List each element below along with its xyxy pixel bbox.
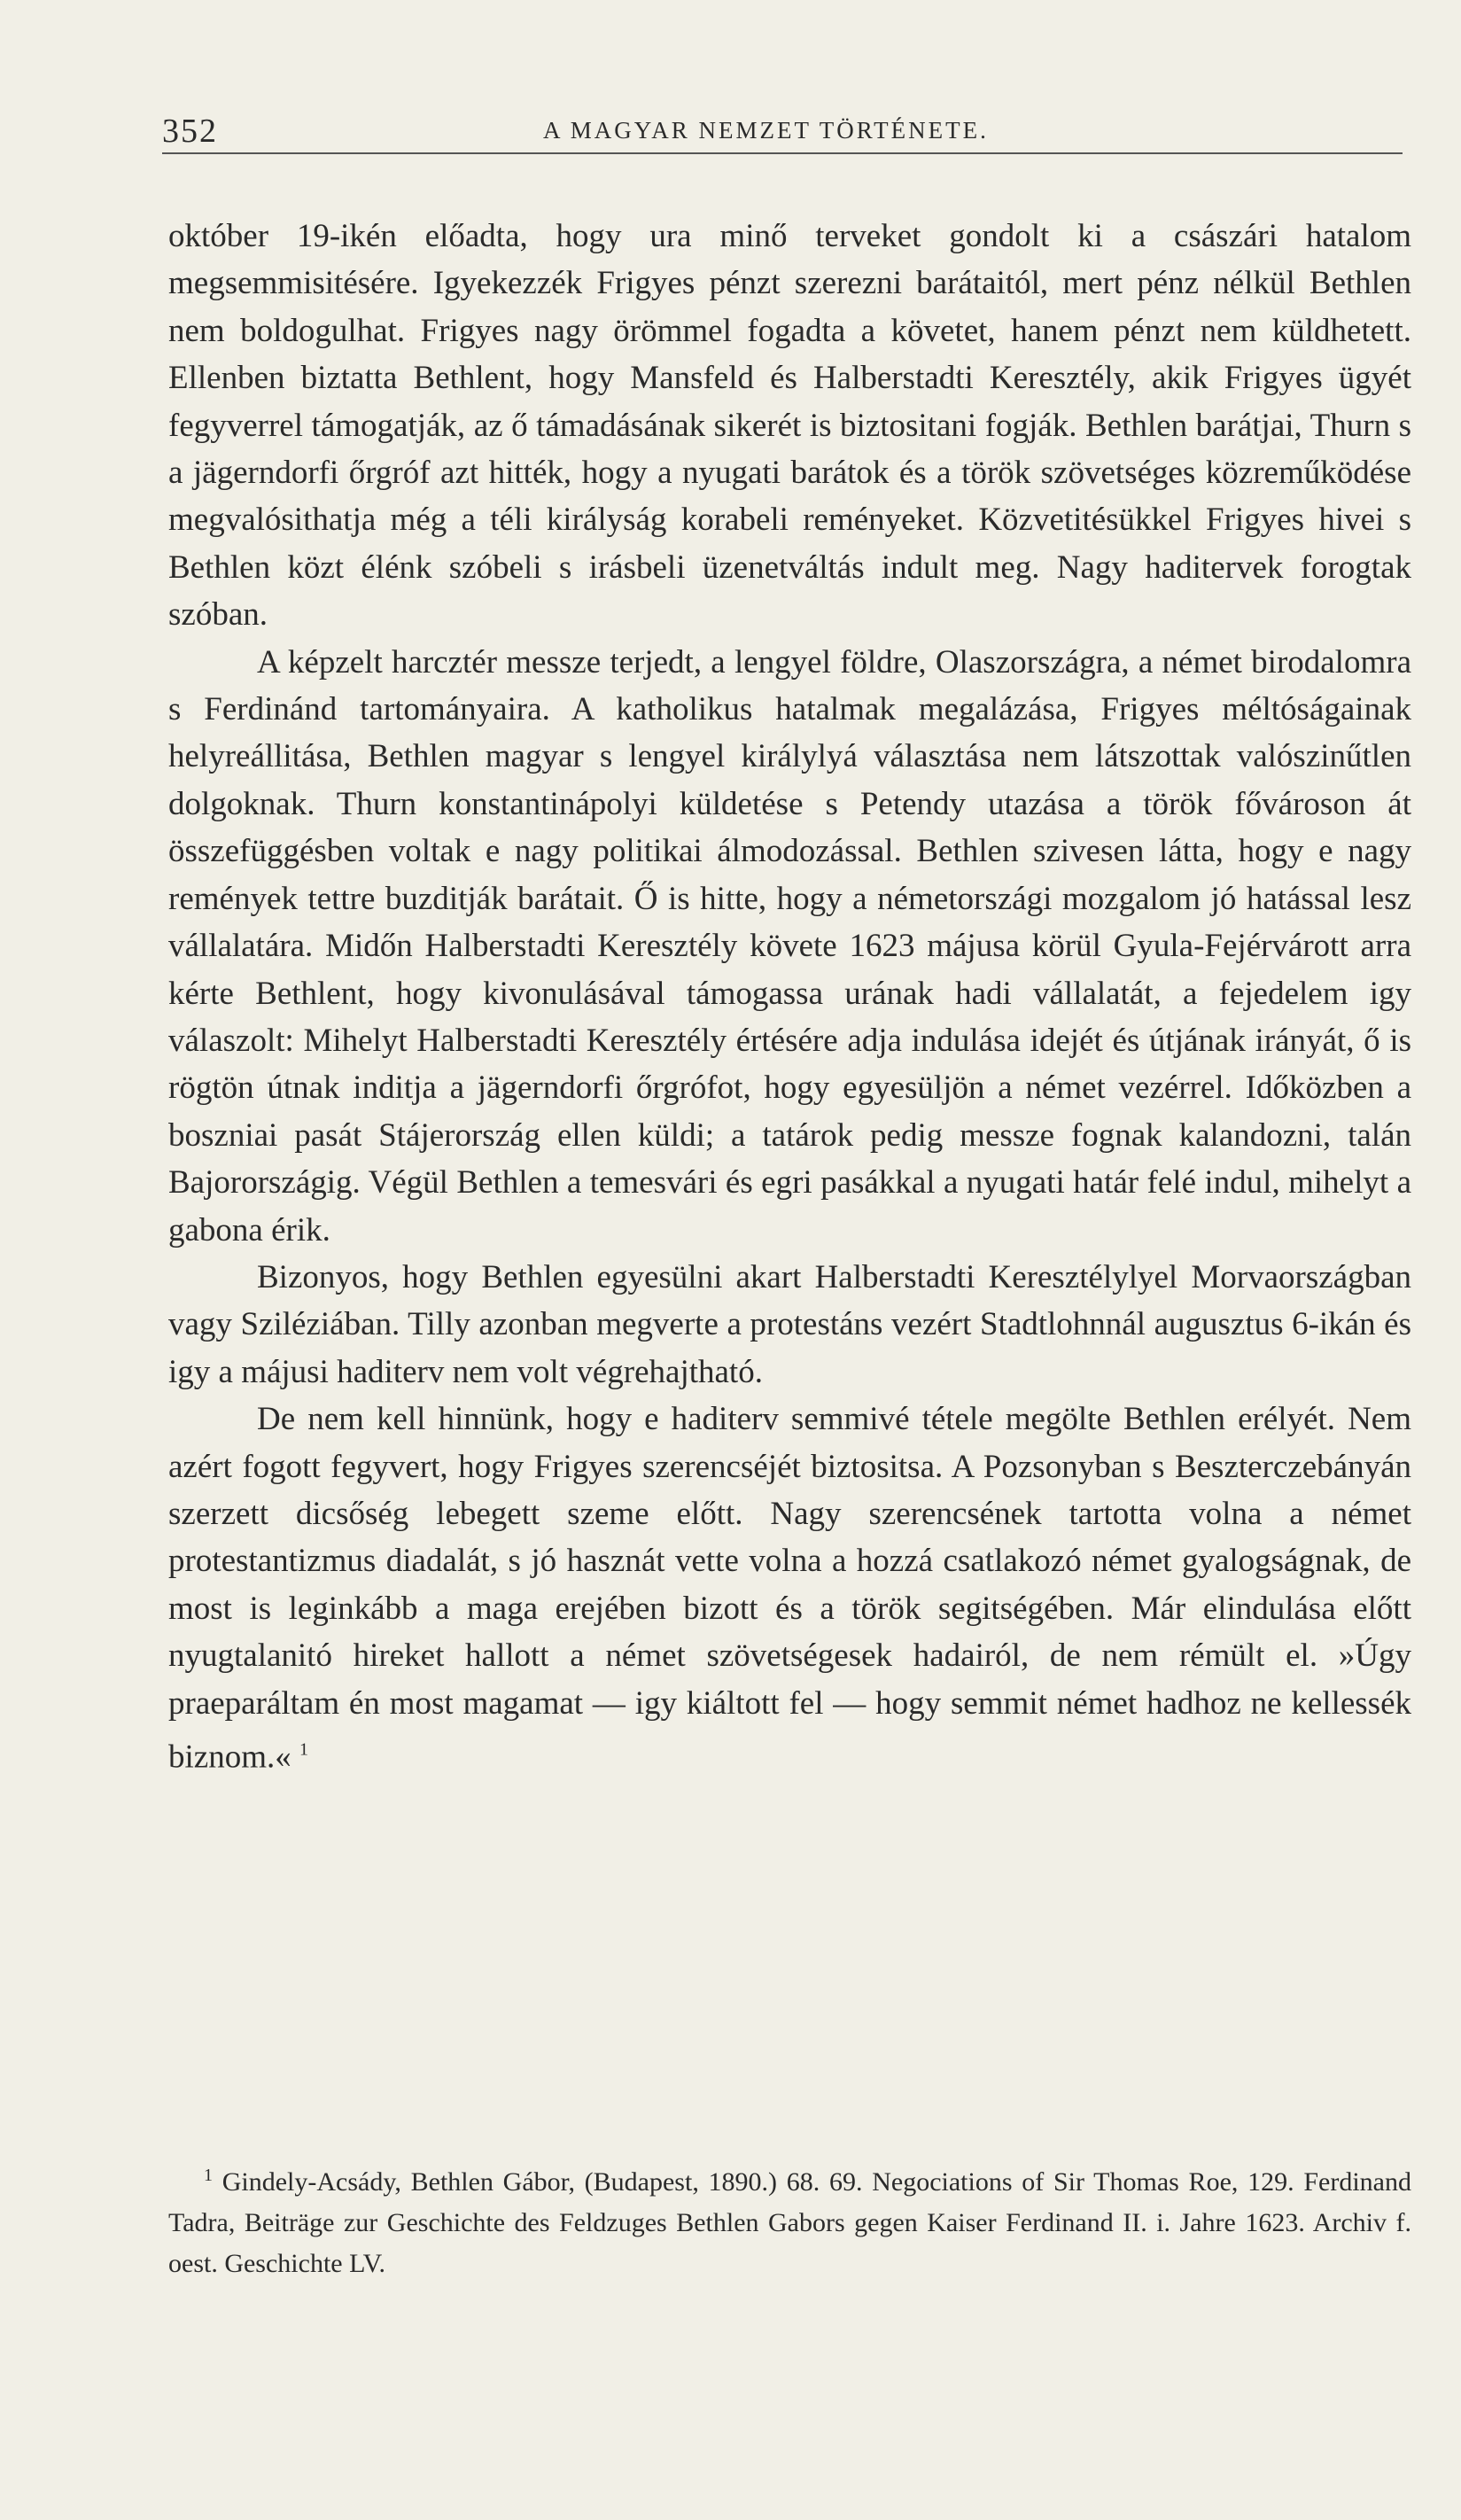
footnote-ref-mark: 1 xyxy=(299,1740,308,1760)
footnotes xyxy=(168,2155,1411,2284)
page-number: 352 xyxy=(162,113,218,150)
page-header xyxy=(162,105,1403,149)
paragraph: A képzelt harcztér messze terjedt, a lengyel földre, Olaszországra, a német birodalomra s Ferdinánd tartományaira. A katholikus hatalmak megalázása, Frigyes méltóságainak helyreállitása, Bethlen magyar s lengyel királylyá választása nem látszottak valószinűtlen dolgoknak. Thurn konstantinápolyi küldetése s Petendy utazása a török fővároson át összefüggésben voltak e nagy politikai álmodozással. Bethlen szivesen látta, hogy e nagy remények tettre buzditják barátait. Ő is hitte, hogy a németországi mozgalom jó hatással lesz vállalatára. Midőn Halberstadti Keresztély követe 1623 májusa körül Gyula-Fejérvárott arra kérte Bethlent, hogy kivonulásával támogassa urának hadi vállalatát, a fejedelem igy válaszolt: Mihelyt Halberstadti Keresztély értésére adja indulása idejét és útjának irányát, ő is rögtön útnak inditja a jägerndorfi őrgrófot, hogy egyesüljön a német vezérrel. Időközben a boszniai pasát Stájerország ellen küldi; a tatárok pedig messze fognak kalandozni, talán Bajorországig. Végül Bethlen a temesvári és egri pasákkal a nyugati határ felé indul, mihelyt a gabona érik. xyxy=(168,643,1411,1248)
footnote-mark: 1 xyxy=(204,2166,213,2185)
paragraph: Bizonyos, hogy Bethlen egyesülni akart Halberstadti Keresztélylyel Morvaországban vagy Sziléziában. Tilly azonban megverte a protestáns vezért Stadtlohnnál augusztus 6-ikán és igy a májusi haditerv nem volt végrehajtható. xyxy=(168,1258,1411,1390)
paragraph-with-footnote xyxy=(168,1396,1411,1781)
paragraph: október 19-ikén előadta, hogy ura minő terveket gondolt ki a császári hatalom megsemmisitésére. Igyekezzék Frigyes pénzt szerezni barátaitól, mert pénz nélkül Bethlen nem boldogulhat. Frigyes nagy örömmel fogadta a követet, hanem pénzt nem küldhetett. Ellenben biztatta Bethlent, hogy Mansfeld és Halberstadti Keresztély, akik Frigyes ügyét fegyverrel támogatják, az ő támadásának sikerét is biztositani fogják. Bethlen barátjai, Thurn s a jägerndorfi őrgróf azt hitték, hogy a nyugati barátok és a török szövetséges közreműködése megvalósithatja még a téli királyság korabeli reményeket. Közvetitésükkel Frigyes hivei s Bethlen közt élénk szóbeli s irásbeli üzenetváltás indult meg. Nagy haditervek forogtak szóban. xyxy=(168,218,1411,634)
footnote-text: Gindely-Acsády, Bethlen Gábor, (Budapest, 1890.) 68. 69. Negociations of Sir Thomas Roe, 129. Ferdinand Tadra, Beiträge zur Geschichte des Feldzuges Bethlen Gabors gegen Kaiser Ferdinand II. i. Jahre 1623. Archiv f. oest. Geschichte LV. xyxy=(168,2167,1411,2278)
paragraph-text: De nem kell hinnünk, hogy e haditerv semmivé tétele megölte Bethlen erélyét. Nem azért fogott fegyvert, hogy Frigyes szerencséjét biztositsa. A Pozsonyban s Beszterczebányán szerzett dicsőség lebegett szeme előtt. Nagy szerencsének tartotta volna a német protestantizmus diadalát, s jó hasznát vette volna a hozzá csatlakozó német gyalogságnak, de most is leginkább a maga erejében bizott és a török segitségében. Már elindulása előtt nyugtalanitó hireket hallott a német szövetségesek hadairól, de nem rémült el. »Úgy praeparáltam én most magamat — igy kiáltott fel — hogy semmit német hadhoz ne kellessék biznom.« xyxy=(168,1401,1411,1776)
running-title: A MAGYAR NEMZET TÖRTÉNETE. xyxy=(543,117,989,144)
footnote-reference xyxy=(291,1738,308,1775)
header-rule xyxy=(162,152,1403,154)
footnote xyxy=(168,2155,1411,2284)
body-text xyxy=(168,213,1411,1781)
